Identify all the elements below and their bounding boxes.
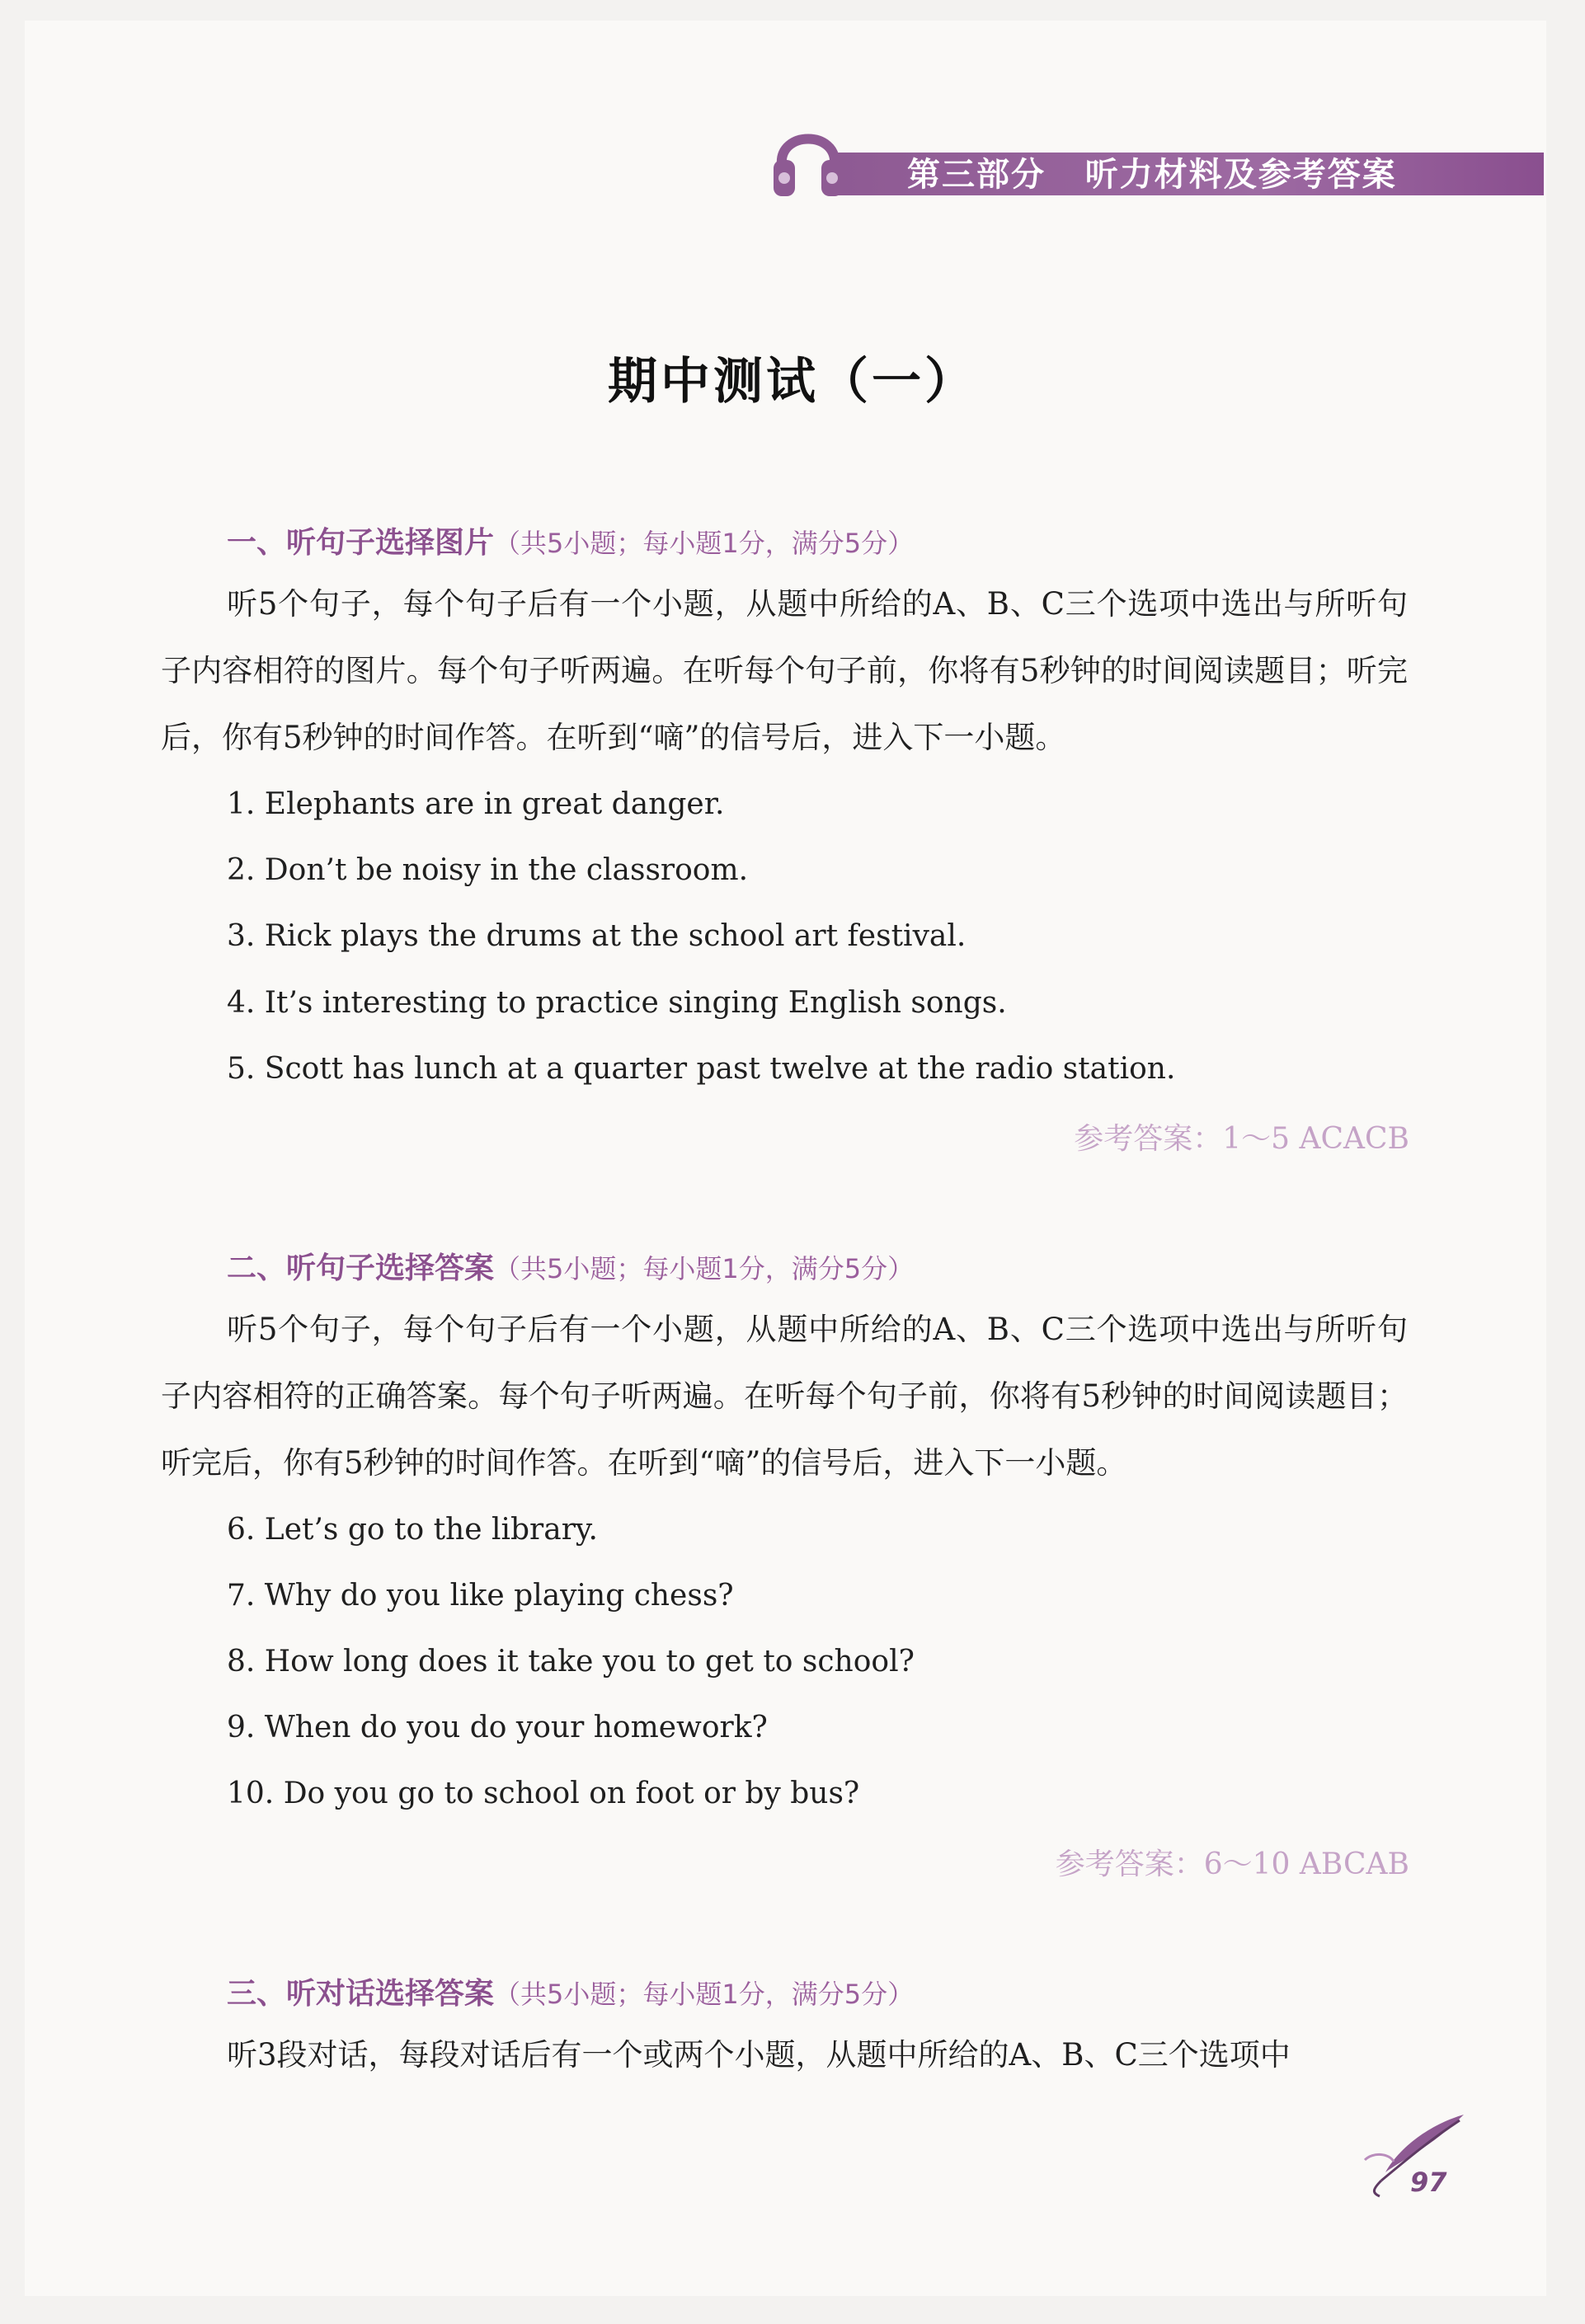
- section-instructions-1: 听5个句子，每个句子后有一个小题，从题中所给的A、B、C三个选项中选出与所听句子内容相符的图片。每个句子听两遍。在听每个句子前，你将有5秒钟的时间阅读题目；听完后，你有5秒钟的时间作答。在听到“嘀”的信号后，进入下一小题。: [161, 586, 1408, 755]
- section-heading-points: （共5小题；每小题1分，满分5分）: [494, 1253, 915, 1284]
- section-heading-title: 一、听句子选择图片: [227, 526, 495, 560]
- header-banner-text: 第三部分 听力材料及参考答案: [907, 156, 1397, 194]
- list-item: 7. Why do you like playing chess?: [227, 1579, 734, 1613]
- section-heading-title: 二、听句子选择答案: [227, 1251, 495, 1285]
- section-heading-2: [227, 1245, 914, 1287]
- section-instructions-3: 听3段对话，每段对话后有一个或两个小题，从题中所给的A、B、C三个选项中: [227, 2037, 1291, 2073]
- page-number: 97: [1410, 2167, 1447, 2198]
- list-item: 9. When do you do your homework?: [227, 1711, 768, 1744]
- section-heading-title: 三、听对话选择答案: [227, 1977, 495, 2011]
- list-item: 8. How long does it take you to get to school?: [227, 1645, 915, 1678]
- list-item: 4. It’s interesting to practice singing English songs.: [227, 986, 1007, 1020]
- answer-key-2: 参考答案：6～10 ABCAB: [1055, 1847, 1409, 1881]
- list-item: 2. Don’t be noisy in the classroom.: [227, 853, 749, 887]
- section-instructions-2: 听5个句子，每个句子后有一个小题，从题中所给的A、B、C三个选项中选出与所听句子内容相符的正确答案。每个句子听两遍。在听每个句子前，你将有5秒钟的时间阅读题目；听完后，你有5秒钟的时间作答。在听到“嘀”的信号后，进入下一小题。: [161, 1312, 1408, 1481]
- answer-key-1: 参考答案：1～5 ACACB: [1074, 1122, 1409, 1156]
- section-heading-3: [227, 1970, 914, 2012]
- list-item: 3. Rick plays the drums at the school art festival.: [227, 919, 967, 953]
- section-heading-points: （共5小题；每小题1分，满分5分）: [494, 1979, 915, 2010]
- headphone-icon: [767, 114, 849, 204]
- section-heading-1: [227, 519, 914, 561]
- list-item: 6. Let’s go to the library.: [227, 1513, 598, 1547]
- section-heading-points: （共5小题；每小题1分，满分5分）: [494, 528, 915, 559]
- list-item: 10. Do you go to school on foot or by bus?: [227, 1777, 860, 1810]
- page-title: 期中测试（一）: [608, 353, 977, 411]
- list-item: 1. Elephants are in great danger.: [227, 787, 725, 821]
- list-item: 5. Scott has lunch at a quarter past twelve at the radio station.: [227, 1052, 1176, 1086]
